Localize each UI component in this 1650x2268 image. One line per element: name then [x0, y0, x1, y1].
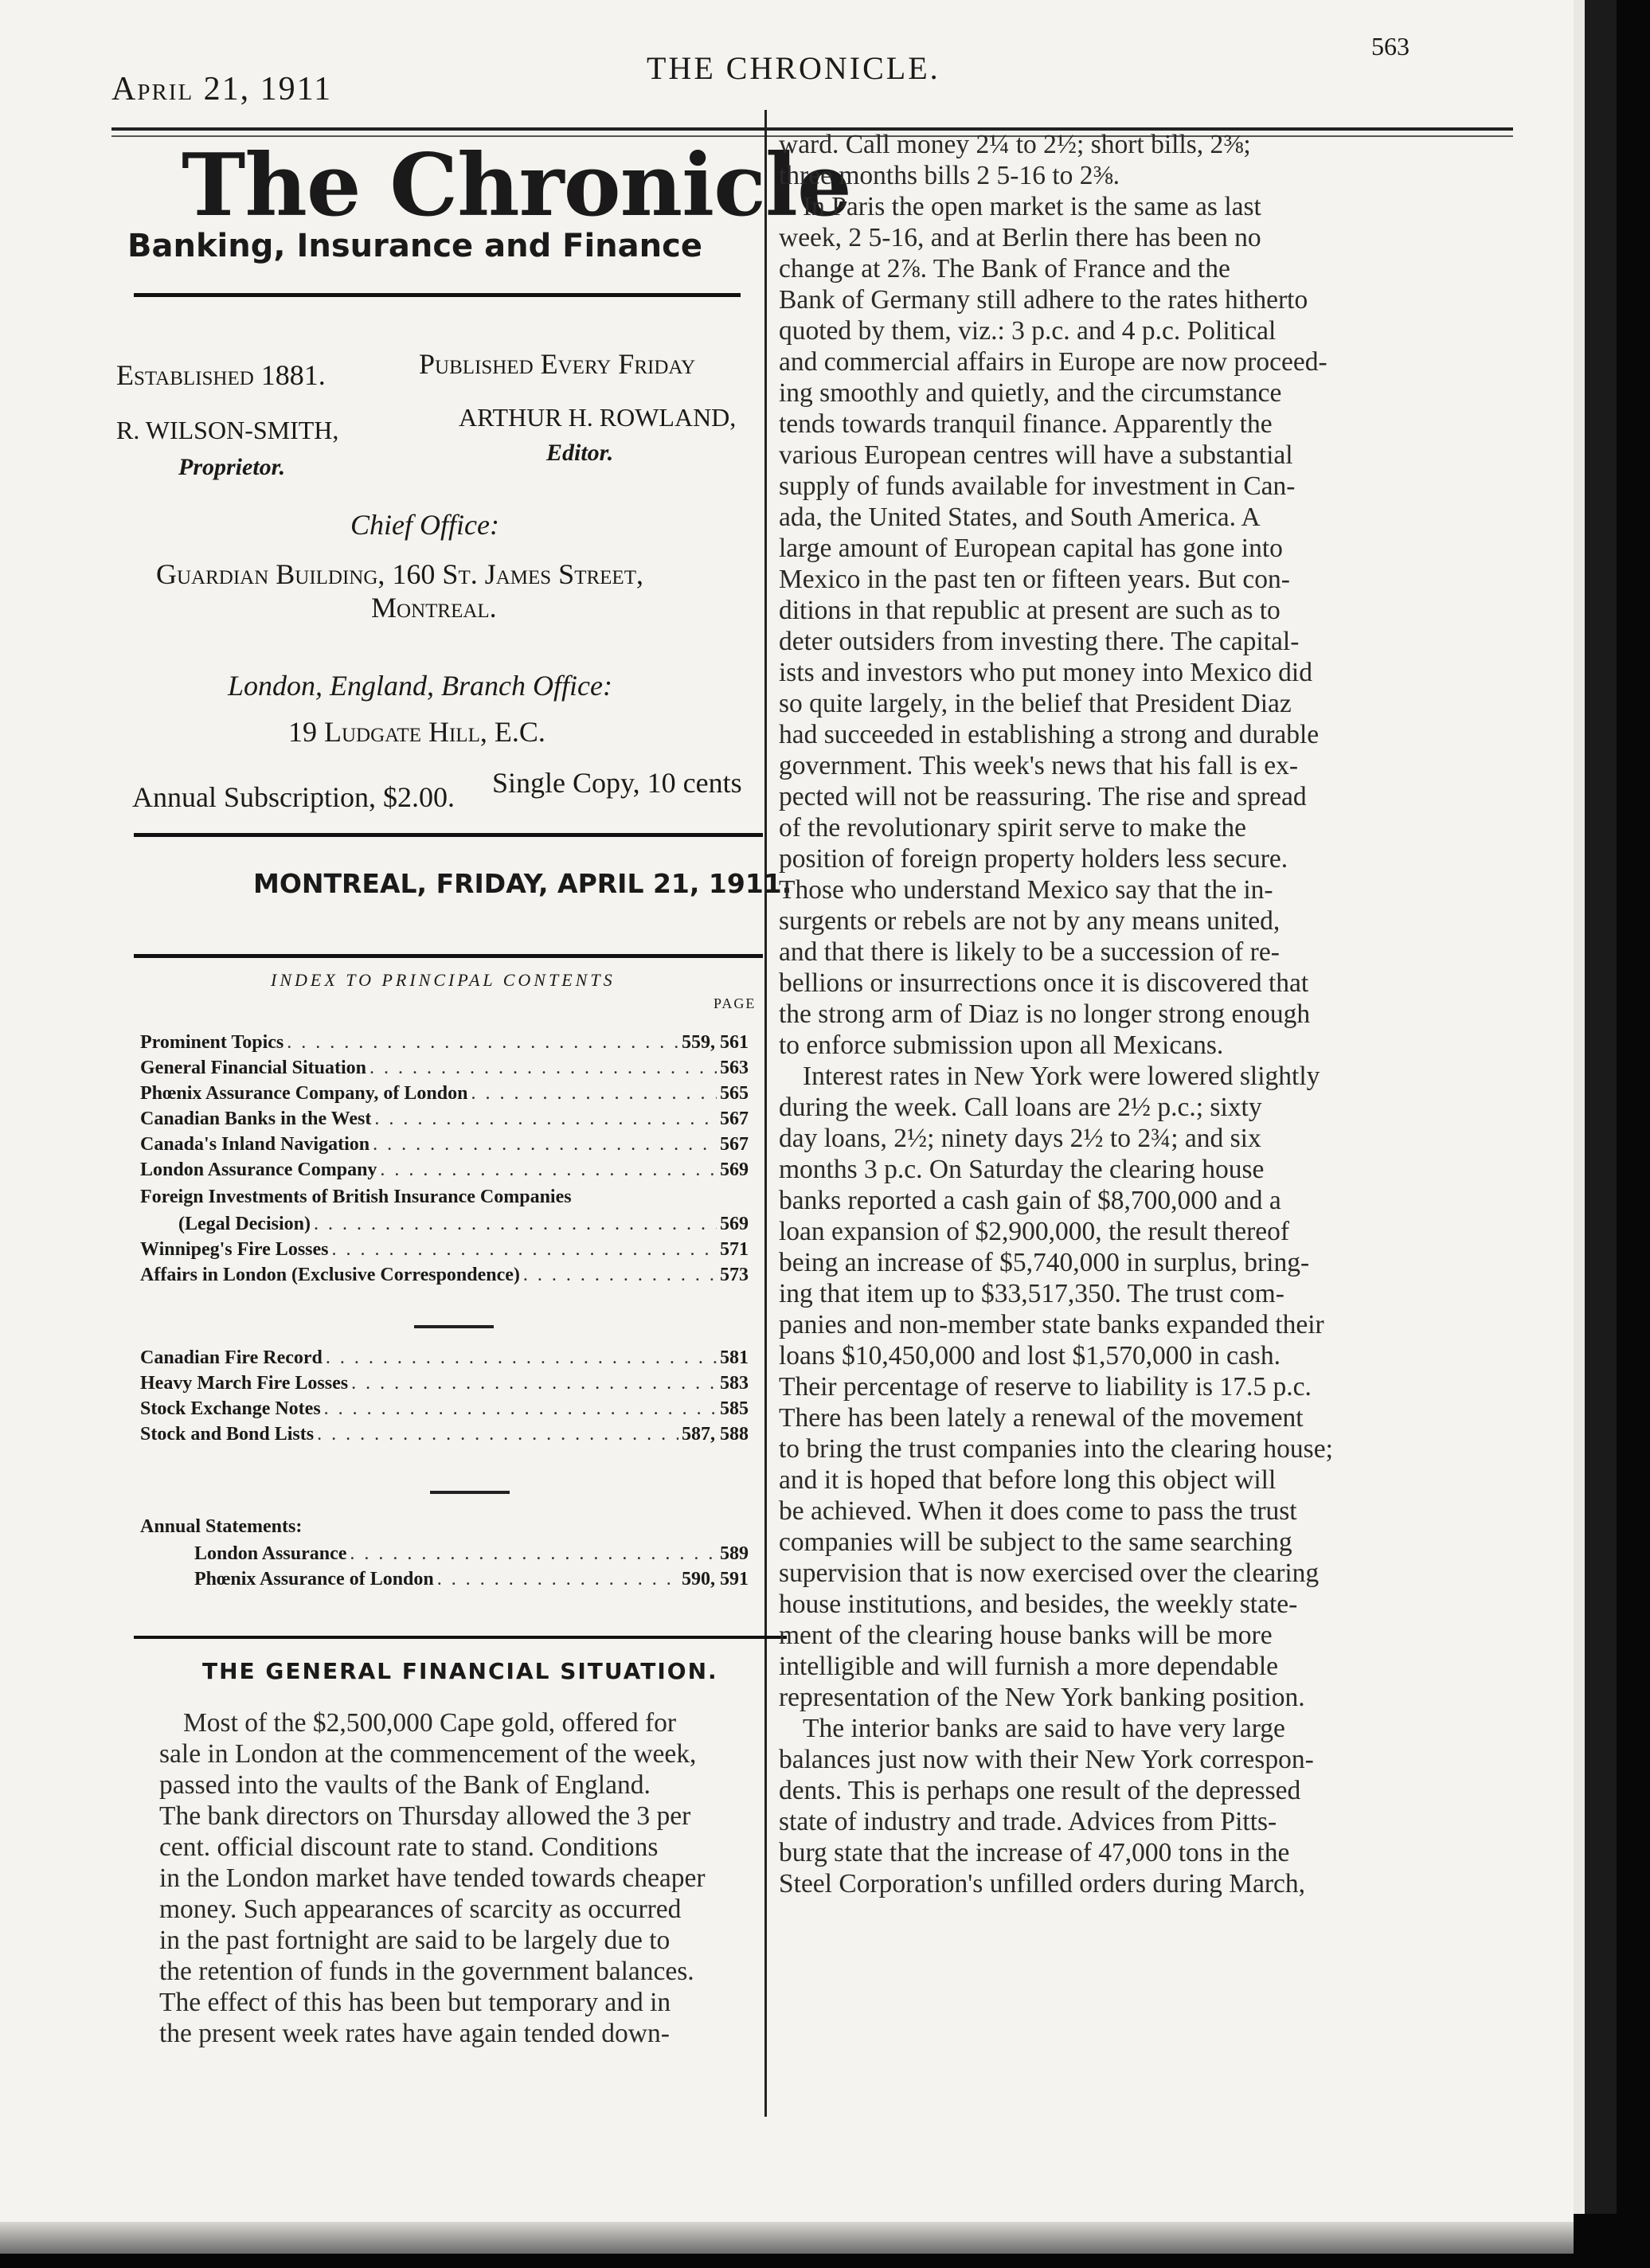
text-line: ing that item up to $33,517,350. The trust com- — [779, 1279, 1284, 1308]
index-entry-page: 590, 591 — [682, 1569, 749, 1590]
established-text: Established 1881. — [116, 359, 326, 391]
text-line: in the London market have tended towards cheaper — [159, 1863, 706, 1893]
published-text: Published Every Friday — [419, 348, 696, 380]
index-entry-page: 565 — [720, 1083, 749, 1104]
text-line: intelligible and will furnish a more dependable — [779, 1652, 1279, 1681]
editor-role: Editor. — [546, 440, 614, 466]
index-entry-name: Phœnix Assurance of London — [194, 1569, 434, 1590]
text-line: government. This week's news that his fall is ex- — [779, 751, 1299, 780]
text-line: supply of funds available for investment in Can- — [779, 471, 1296, 501]
text-line: supervision that is now exercised over the clearing — [779, 1558, 1320, 1588]
page-number: 563 — [1371, 32, 1410, 61]
text-line: had succeeded in establishing a strong and durable — [779, 720, 1320, 749]
text-line: Mexico in the past ten or fifteen years. But con- — [779, 565, 1290, 594]
chief-office-label: Chief Office: — [350, 509, 499, 541]
text-line: There has been lately a renewal of the movement — [779, 1403, 1304, 1433]
text-line: to enforce submission upon all Mexicans. — [779, 1030, 1224, 1060]
index-entry-name: Canada's Inland Navigation — [140, 1134, 370, 1155]
text-line: three months bills 2 5-16 to 2⅜. — [779, 161, 1120, 190]
index-entry-name: London Assurance — [194, 1543, 347, 1564]
index-entry-page: 583 — [720, 1373, 749, 1394]
text-line: various European centres will have a substantial — [779, 440, 1293, 470]
index-divider-1 — [414, 1325, 494, 1328]
single-copy-price: Single Copy, 10 cents — [492, 767, 742, 799]
header-journal-title: THE CHRONICLE. — [647, 50, 940, 86]
proprietor-name: R. WILSON-SMITH, — [116, 416, 339, 444]
text-line: burg state that the increase of 47,000 tons in the — [779, 1838, 1290, 1867]
text-line: tends towards tranquil finance. Apparently the — [779, 409, 1273, 439]
index-entry-name: Phœnix Assurance Company, of London — [140, 1083, 468, 1104]
text-line: bellions or insurrections once it is discovered that — [779, 968, 1309, 998]
text-line: state of industry and trade. Advices from Pitts- — [779, 1807, 1277, 1836]
text-line: be achieved. When it does come to pass the trust — [779, 1496, 1297, 1526]
text-line: In Paris the open market is the same as last — [803, 192, 1261, 221]
article-body-left — [159, 1707, 788, 2049]
article-title: THE GENERAL FINANCIAL SITUATION. — [202, 1658, 718, 1684]
text-line: Steel Corporation's unfilled orders during March, — [779, 1869, 1306, 1898]
index-row — [140, 1347, 749, 1373]
editor-name: ARTHUR H. ROWLAND, — [459, 403, 737, 432]
text-line: months 3 p.c. On Saturday the clearing house — [779, 1155, 1265, 1184]
index-entry-name: Affairs in London (Exclusive Correspondence) — [140, 1265, 520, 1285]
text-line: ing smoothly and quietly, and the circumstance — [779, 378, 1282, 408]
leader-dots — [287, 1032, 678, 1054]
index-row — [178, 1214, 749, 1239]
index-entry-page: 559, 561 — [682, 1032, 749, 1053]
text-line: Most of the $2,500,000 Cape gold, offered for — [183, 1708, 677, 1738]
index-entry-name: Stock and Bond Lists — [140, 1424, 315, 1445]
text-line: being an increase of $5,740,000 in surplus, bring- — [779, 1248, 1310, 1277]
leader-dots — [351, 1373, 717, 1394]
branch-office-address: 19 Ludgate Hill, E.C. — [288, 716, 545, 748]
leader-dots — [369, 1058, 717, 1079]
text-line: house institutions, and besides, the weekly state- — [779, 1590, 1298, 1619]
leader-dots — [317, 1424, 678, 1445]
chief-office-address: Guardian Building, 160 St. James Street, — [156, 558, 643, 590]
text-line: The bank directors on Thursday allowed the 3 per — [159, 1801, 691, 1831]
text-line: change at 2⅞. The Bank of France and the — [779, 254, 1230, 284]
text-line: ditions in that republic at present are such as to — [779, 596, 1281, 625]
index-entry-name: (Legal Decision) — [178, 1214, 311, 1234]
index-entry-page: 569 — [720, 1214, 749, 1234]
text-line: Bank of Germany still adhere to the rates hitherto — [779, 285, 1308, 315]
index-row — [140, 1058, 749, 1083]
text-line: passed into the vaults of the Bank of England. — [159, 1770, 651, 1800]
text-line: companies will be subject to the same searching — [779, 1527, 1292, 1557]
index-row — [140, 1032, 749, 1058]
text-line: cent. official discount rate to stand. Conditions — [159, 1832, 659, 1862]
text-line: and that there is likely to be a succession of re- — [779, 937, 1280, 967]
section-rule-1 — [134, 833, 763, 837]
index-divider-2 — [430, 1491, 510, 1494]
text-line: ists and investors who put money into Mexico did — [779, 658, 1312, 687]
index-row — [194, 1569, 749, 1594]
text-line: ward. Call money 2¼ to 2½; short bills, 2⅜; — [779, 130, 1251, 159]
index-entry-page: 567 — [720, 1134, 749, 1155]
leader-dots — [373, 1134, 717, 1156]
index-entry-name: Stock Exchange Notes — [140, 1398, 321, 1419]
scan-border — [1585, 0, 1617, 2214]
text-line: representation of the New York banking position. — [779, 1683, 1305, 1712]
text-line: and commercial affairs in Europe are now proceed- — [779, 347, 1327, 377]
text-line: the present week rates have again tended down- — [159, 2019, 670, 2048]
index-heading: INDEX TO PRINCIPAL CONTENTS — [271, 970, 616, 990]
text-line: Those who understand Mexico say that the in- — [779, 875, 1273, 905]
index-entry-page: 567 — [720, 1109, 749, 1129]
leader-dots — [374, 1109, 717, 1130]
text-line: money. Such appearances of scarcity as occurred — [159, 1895, 682, 1924]
index-row — [140, 1398, 749, 1424]
index-entry-name: General Financial Situation — [140, 1058, 367, 1078]
text-line: day loans, 2½; ninety days 2½ to 2¾; and six — [779, 1124, 1261, 1153]
page-bottom-shadow — [0, 2222, 1574, 2254]
index-entry-name: Canadian Banks in the West — [140, 1109, 372, 1129]
leader-dots — [471, 1083, 717, 1105]
text-line: deter outsiders from investing there. The capital- — [779, 627, 1300, 656]
leader-dots — [314, 1214, 717, 1235]
index-entry-page: 587, 588 — [682, 1424, 749, 1445]
index-entry-name: Winnipeg's Fire Losses — [140, 1239, 329, 1260]
index-entry-page: 571 — [720, 1239, 749, 1260]
index-entry-name: Prominent Topics — [140, 1032, 284, 1053]
text-line: pected will not be reassuring. The rise and spread — [779, 782, 1307, 811]
text-line: quoted by them, viz.: 3 p.c. and 4 p.c. Political — [779, 316, 1277, 346]
index-row — [140, 1083, 749, 1109]
text-line: sale in London at the commencement of the week, — [159, 1739, 697, 1769]
text-line: the strong arm of Diaz is no longer strong enough — [779, 999, 1311, 1029]
index-entry-name: Canadian Fire Record — [140, 1347, 323, 1368]
text-line: loan expansion of $2,900,000, the result thereof — [779, 1217, 1289, 1246]
section-rule-3 — [134, 1636, 787, 1639]
index-entry-page: 589 — [720, 1543, 749, 1564]
text-line: large amount of European capital has gone into — [779, 534, 1283, 563]
text-line: surgents or rebels are not by any means united, — [779, 906, 1281, 936]
subscription-price: Annual Subscription, $2.00. — [132, 781, 455, 813]
proprietor-role: Proprietor. — [178, 454, 286, 480]
leader-dots — [523, 1265, 717, 1286]
index-entry-page: 573 — [720, 1265, 749, 1285]
index-row — [194, 1543, 749, 1569]
index-row — [140, 1159, 749, 1185]
index-entry-page: 569 — [720, 1159, 749, 1180]
index-row — [140, 1109, 749, 1134]
index-page-heading: PAGE — [714, 995, 757, 1011]
masthead-subtitle: Banking, Insurance and Finance — [127, 228, 702, 264]
text-line: in the past fortnight are said to be largely due to — [159, 1926, 671, 1955]
header-date: April 21, 1911 — [111, 71, 333, 108]
leader-dots — [324, 1398, 717, 1420]
annual-statements-label: Annual Statements: — [140, 1516, 303, 1537]
leader-dots — [350, 1543, 717, 1565]
text-line: so quite largely, in the belief that President Diaz — [779, 689, 1292, 718]
text-line: of the revolutionary spirit serve to make the — [779, 813, 1247, 843]
chief-office-city: Montreal. — [371, 592, 497, 624]
text-line: dents. This is perhaps one result of the depressed — [779, 1776, 1301, 1805]
index-row — [140, 1373, 749, 1398]
index-entry-name: Heavy March Fire Losses — [140, 1373, 349, 1394]
text-line: banks reported a cash gain of $8,700,000 and a — [779, 1186, 1281, 1215]
issue-dateline: MONTREAL, FRIDAY, APRIL 21, 1911. — [253, 868, 792, 899]
text-line: position of foreign property holders less secure. — [779, 844, 1288, 874]
index-row — [140, 1239, 749, 1265]
text-line: Their percentage of reserve to liability is 17.5 p.c. — [779, 1372, 1312, 1402]
text-line: balances just now with their New York correspon- — [779, 1745, 1314, 1774]
masthead-rule — [134, 293, 741, 297]
text-line: loans $10,450,000 and lost $1,570,000 in cash. — [779, 1341, 1281, 1371]
leader-dots — [437, 1569, 678, 1590]
text-line: ment of the clearing house banks will be more — [779, 1621, 1273, 1650]
article-body-right — [779, 129, 1430, 1899]
text-line: week, 2 5-16, and at Berlin there has been no — [779, 223, 1261, 252]
leader-dots — [326, 1347, 717, 1369]
text-line: The interior banks are said to have very large — [803, 1714, 1285, 1743]
text-line: to bring the trust companies into the clearing house; — [779, 1434, 1333, 1464]
index-row — [140, 1134, 749, 1159]
index-entry-page: 563 — [720, 1058, 749, 1078]
masthead-title: The Chronicle — [182, 135, 851, 236]
text-line: The effect of this has been but temporary and in — [159, 1988, 671, 2017]
leader-dots — [331, 1239, 717, 1261]
index-entry-name: London Assurance Company — [140, 1159, 377, 1180]
page-edge — [1574, 0, 1585, 2214]
text-line: the retention of funds in the government balances. — [159, 1957, 694, 1986]
text-line: ada, the United States, and South America. A — [779, 502, 1261, 532]
text-line: panies and non-member state banks expanded their — [779, 1310, 1324, 1339]
index-row — [140, 1265, 749, 1290]
branch-office-label: London, England, Branch Office: — [228, 670, 612, 702]
text-line: during the week. Call loans are 2½ p.c.; sixty — [779, 1093, 1262, 1122]
index-entry-page: 585 — [720, 1398, 749, 1419]
section-rule-2 — [134, 954, 763, 958]
index-item: Foreign Investments of British Insurance Companies — [140, 1187, 572, 1207]
leader-dots — [380, 1159, 717, 1181]
text-line: and it is hoped that before long this object will — [779, 1465, 1277, 1495]
index-row — [140, 1424, 749, 1449]
index-entry-page: 581 — [720, 1347, 749, 1368]
text-line: Interest rates in New York were lowered slightly — [803, 1062, 1320, 1091]
